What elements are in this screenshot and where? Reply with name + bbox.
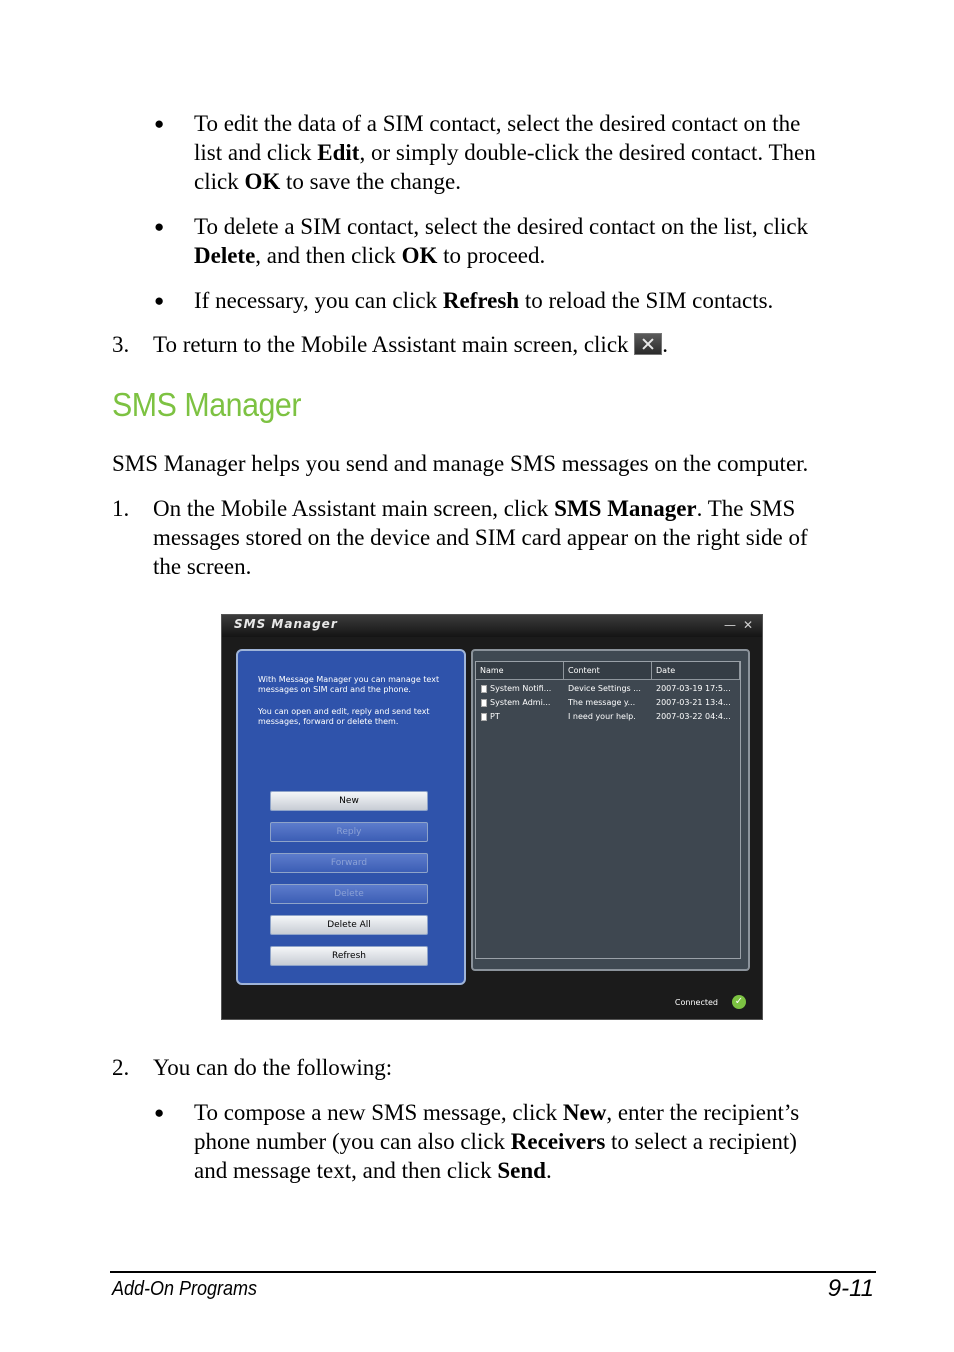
delete-button[interactable]: Delete <box>270 884 428 904</box>
bullet-glyph: ● <box>154 217 165 236</box>
message-cell: Device Settings ... <box>568 684 641 693</box>
message-cell: 2007-03-22 04:4... <box>656 712 731 721</box>
delete-all-button[interactable]: Delete All <box>270 915 428 935</box>
intro-bullet-line: Delete, and then click OK to proceed. <box>194 243 546 268</box>
step-3-text-before: To return to the Mobile Assistant main screen, click <box>153 332 635 357</box>
section-heading: SMS Manager <box>112 386 302 423</box>
new-button[interactable]: New <box>270 791 428 811</box>
info-paragraph-2 <box>258 707 463 727</box>
connection-status: Connected <box>674 998 718 1007</box>
sms-manager-window <box>221 614 763 1020</box>
minimize-button[interactable]: — <box>724 618 736 632</box>
column-header-name[interactable]: Name <box>476 662 564 680</box>
message-cell: PT <box>490 712 500 721</box>
intro-bullet-line: click OK to save the change. <box>194 169 461 194</box>
window-close-button[interactable]: ✕ <box>742 618 754 632</box>
message-cell: System Notifi... <box>490 684 552 693</box>
right-panel <box>471 649 750 971</box>
step-2-bullet-line: To compose a new SMS message, click New, enter the recipient’s <box>194 1100 800 1125</box>
step-1-number: 1. <box>112 496 130 521</box>
step-2-text: You can do the following: <box>153 1055 393 1080</box>
footer-chapter: Add-On Programs <box>112 1278 258 1300</box>
message-cell: The message y... <box>568 698 636 707</box>
intro-bullet-line: To edit the data of a SIM contact, select the desired contact on the <box>194 111 801 136</box>
message-icon <box>481 713 487 721</box>
intro-bullet-line: To delete a SIM contact, select the desired contact on the list, click <box>194 214 809 239</box>
close-icon <box>634 333 662 355</box>
bullet-glyph: ● <box>154 291 165 310</box>
message-cell: 2007-03-19 17:5... <box>656 684 731 693</box>
info-line: messages, forward or delete them. <box>258 717 399 726</box>
message-row[interactable] <box>476 684 740 696</box>
intro-bullet-line: list and click Edit, or simply double-click the desired contact. Then <box>194 140 816 165</box>
message-row[interactable] <box>476 698 740 710</box>
window-titlebar <box>222 615 762 637</box>
step-3-number: 3. <box>112 332 130 357</box>
step-2-bullet-line: phone number (you can also click Receivers to select a recipient) <box>194 1129 797 1154</box>
step-2-number: 2. <box>112 1055 130 1080</box>
step-3-text <box>153 330 668 359</box>
bullet-glyph: ● <box>154 1103 165 1122</box>
info-paragraph-1 <box>258 675 463 695</box>
reply-button[interactable]: Reply <box>270 822 428 842</box>
step-1-line: On the Mobile Assistant main screen, click SMS Manager. The SMS <box>153 496 796 521</box>
forward-button[interactable]: Forward <box>270 853 428 873</box>
step-2-bullet-line: and message text, and then click Send. <box>194 1158 552 1183</box>
message-cell: 2007-03-21 13:4... <box>656 698 731 707</box>
step-1-line: messages stored on the device and SIM card appear on the right side of <box>153 525 808 550</box>
intro-bullet-line: If necessary, you can click Refresh to reload the SIM contacts. <box>194 288 774 313</box>
column-header-date[interactable]: Date <box>652 662 740 680</box>
info-line: messages on SIM card and the phone. <box>258 685 411 694</box>
info-line: You can open and edit, reply and send text <box>258 707 430 716</box>
intro-paragraph: SMS Manager helps you send and manage SMS messages on the computer. <box>112 451 809 476</box>
message-cell: I need your help. <box>568 712 636 721</box>
message-icon <box>481 685 487 693</box>
message-icon <box>481 699 487 707</box>
left-panel <box>236 649 466 985</box>
bullet-glyph: ● <box>154 114 165 133</box>
message-row[interactable] <box>476 712 740 724</box>
refresh-button[interactable]: Refresh <box>270 946 428 966</box>
step-3-text-after: . <box>662 332 669 357</box>
footer-rule <box>110 1271 876 1273</box>
column-header-content[interactable]: Content <box>564 662 652 680</box>
message-cell: System Admi... <box>490 698 551 707</box>
info-line: With Message Manager you can manage text <box>258 675 440 684</box>
step-1-line: the screen. <box>153 554 252 579</box>
check-icon: ✓ <box>732 995 746 1009</box>
message-list[interactable] <box>475 661 741 959</box>
page-number: 9-11 <box>827 1275 874 1302</box>
window-title: SMS Manager <box>234 617 338 631</box>
